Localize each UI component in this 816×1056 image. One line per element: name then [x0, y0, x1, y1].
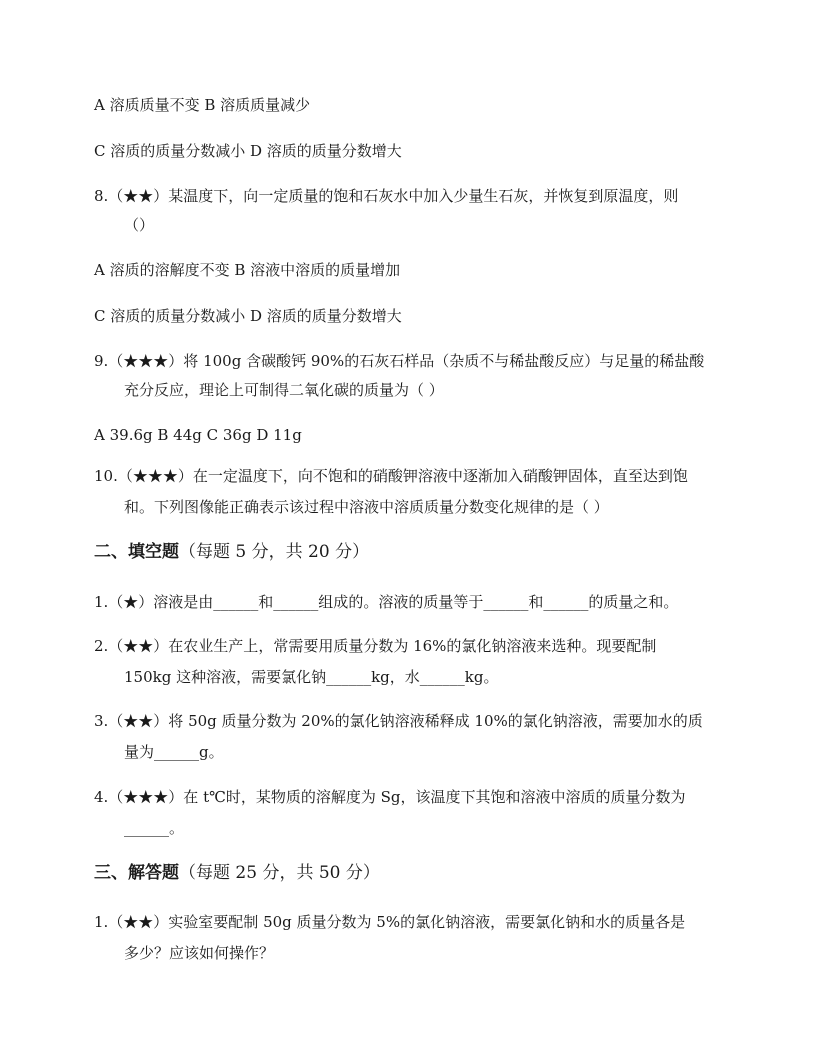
- q9-text: 9.（★★★）将 100g 含碳酸钙 90%的石灰石样品（杂质不与稀盐酸反应）与足量的稀盐酸: [94, 352, 705, 370]
- fill-q4: 4.（★★★）在 t℃时，某物质的溶解度为 Sg，该温度下其饱和溶液中溶质的质量分数为: [94, 788, 686, 806]
- q7-options-ab: A 溶质质量不变 B 溶质质量减少: [94, 96, 311, 114]
- q8-text: 8.（★★）某温度下，向一定质量的饱和石灰水中加入少量生石灰，并恢复到原温度，则: [94, 187, 679, 205]
- section-heading-fill-blank: [94, 541, 369, 563]
- section-title: 三、解答题: [94, 863, 179, 883]
- q7-options-cd: C 溶质的质量分数减小 D 溶质的质量分数增大: [94, 142, 402, 160]
- q10-text: 10.（★★★）在一定温度下，向不饱和的硝酸钾溶液中逐渐加入硝酸钾固体，直至达到饱: [94, 467, 688, 485]
- fill-q1: 1.（★）溶液是由______和______组成的。溶液的质量等于______和______的质量之和。: [94, 593, 679, 611]
- q8-text-cont: （）: [124, 216, 155, 234]
- q10-text-cont: 和。下列图像能正确表示该过程中溶液中溶质质量分数变化规律的是（ ）: [124, 498, 609, 516]
- q8-options-ab: A 溶质的溶解度不变 B 溶液中溶质的质量增加: [94, 261, 401, 279]
- fill-q2: 2.（★★）在农业生产上，常需要用质量分数为 16%的氯化钠溶液来选种。现要配制: [94, 637, 657, 655]
- q9-text-cont: 充分反应，理论上可制得二氧化碳的质量为（ ）: [124, 381, 444, 399]
- section-note: （每题 5 分，共 20 分）: [179, 542, 370, 562]
- section-heading-answer: [94, 862, 380, 884]
- fill-q4-cont: ______。: [124, 819, 185, 837]
- answer-q1-cont: 多少？应该如何操作？: [124, 944, 275, 962]
- q8-options-cd: C 溶质的质量分数减小 D 溶质的质量分数增大: [94, 307, 402, 325]
- fill-q3-cont: 量为______g。: [124, 743, 224, 761]
- section-title: 二、填空题: [94, 542, 179, 562]
- fill-q3: 3.（★★）将 50g 质量分数为 20%的氯化钠溶液稀释成 10%的氯化钠溶液，需要加水的质: [94, 712, 703, 730]
- fill-q2-cont: 150kg 这种溶液，需要氯化钠______kg，水______kg。: [124, 668, 499, 686]
- answer-q1: 1.（★★）实验室要配制 50g 质量分数为 5%的氯化钠溶液，需要氯化钠和水的质量各是: [94, 913, 686, 931]
- q9-options: A 39.6g B 44g C 36g D 11g: [94, 426, 302, 444]
- section-note: （每题 25 分，共 50 分）: [179, 863, 380, 883]
